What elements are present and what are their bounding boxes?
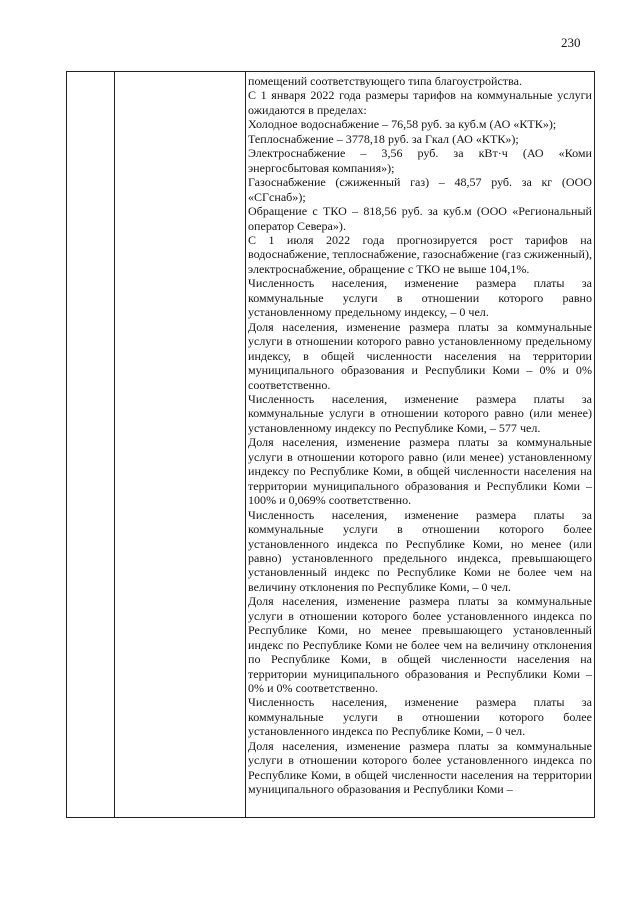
column-divider-1	[114, 72, 115, 817]
paragraph-tariffs-intro: С 1 января 2022 года размеры тарифов на коммунальные услуги ожидаются в пределах:	[248, 88, 592, 117]
paragraph-gas: Газоснабжение (сжиженный газ) – 48,57 руб. за кг (ООО «СГснаб»);	[248, 175, 592, 204]
paragraph-july-growth: С 1 июля 2022 года прогнозируется рост тарифов на водоснабжение, теплоснабжение, газоснабжение (газ сжиженный), электроснабжение, обращение с ТКО не выше 104,1%.	[248, 232, 592, 276]
document-table	[66, 71, 595, 818]
paragraph-waste: Обращение с ТКО – 818,56 руб. за куб.м (ООО «Региональный оператор Севера»).	[248, 204, 592, 233]
page-number: 230	[561, 35, 581, 50]
paragraph-share-above-index: Доля населения, изменение размера платы за коммунальные услуги в отношении которого более установленного индекса по Республике Коми, но менее превышающего установленный индекс по Республике Коми не более чем на величину отклонения по Республике Коми, в общей численности населения на территории муниципального образования и Республики Коми – 0% и 0% соответственно.	[248, 594, 592, 696]
paragraph-share-below-index: Доля населения, изменение размера платы за коммунальные услуги в отношении которого равно (или менее) установленному индексу по Республике Коми, в общей численности населения на территории муниципального образования и Республики Коми – 100% и 0,069% соответственно.	[248, 435, 592, 508]
paragraph-population-exceeding: Численность населения, изменение размера платы за коммунальные услуги в отношении которого более установленного индекса по Республике Коми, – 0 чел.	[248, 695, 592, 739]
paragraph-population-below-index: Численность населения, изменение размера платы за коммунальные услуги в отношении которого равно (или менее) установленному индексу по Республике Коми, – 577 чел.	[248, 391, 592, 435]
column-divider-2	[245, 72, 246, 817]
paragraph-cold-water: Холодное водоснабжение – 76,58 руб. за куб.м (АО «КТК»);	[248, 117, 557, 132]
paragraph-share-exceeding: Доля населения, изменение размера платы за коммунальные услуги в отношении которого более установленного индекса по Республике Коми, в общей численности населения на территории муниципального образования и Республики Коми –	[248, 738, 592, 797]
table-text-cell	[248, 74, 592, 797]
paragraph-population-above-index: Численность населения, изменение размера платы за коммунальные услуги в отношении которого более установленного индекса по Республике Коми, но менее (или равно) установленного предельного индекса, превышающего установленный индекс по Республике Коми не более чем на величину отклонения по Республике Коми, – 0 чел.	[248, 507, 592, 594]
paragraph-continuation: помещений соответствующего типа благоустройства.	[248, 74, 522, 88]
paragraph-population-equal-limit: Численность населения, изменение размера платы за коммунальные услуги в отношении которого равно установленному предельному индексу, – 0 чел.	[248, 276, 592, 320]
paragraph-electricity: Электроснабжение – 3,56 руб. за кВт·ч (АО «Коми энергосбытовая компания»);	[248, 146, 592, 175]
paragraph-heat: Теплоснабжение – 3778,18 руб. за Гкал (АО «КТК»);	[248, 131, 519, 146]
paragraph-share-equal-limit: Доля населения, изменение размера платы за коммунальные услуги в отношении которого равно установленному предельному индексу, в общей численности населения на территории муниципального образования и Республики Коми – 0% и 0% соответственно.	[248, 319, 592, 392]
